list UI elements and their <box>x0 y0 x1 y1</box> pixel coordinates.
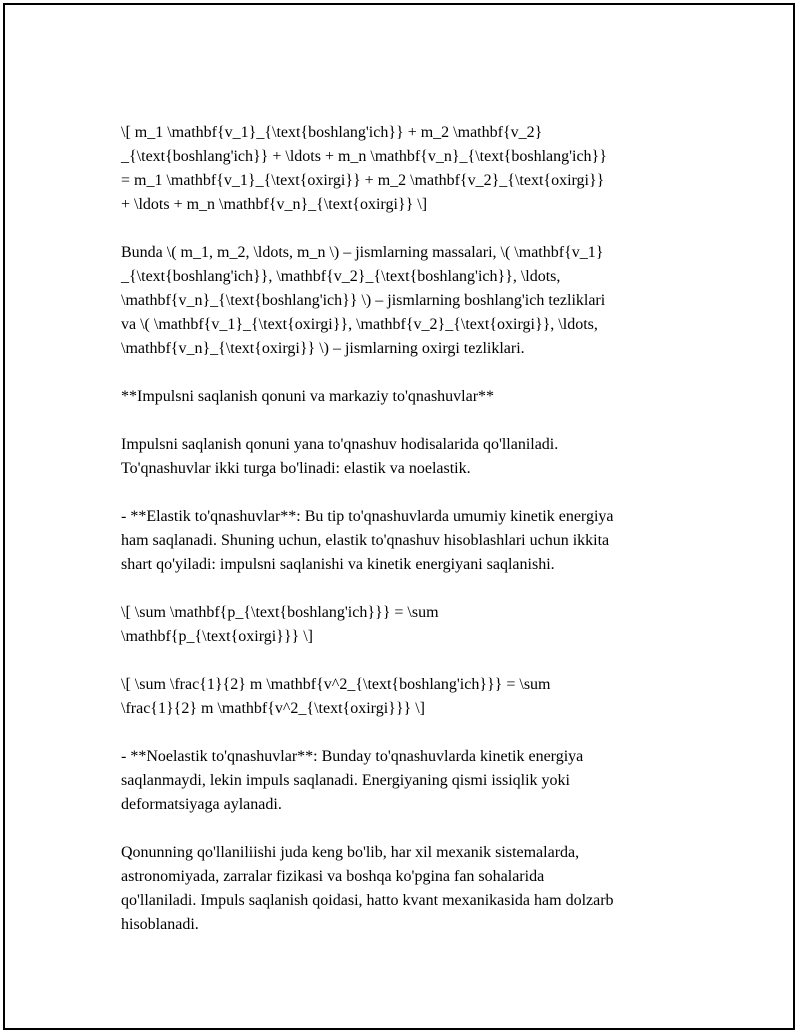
variables-explanation: Bunda \( m_1, m_2, \ldots, m_n \) – jismlarning massalari, \( \mathbf{v_1} _{\text{boshlang'ich}}, \mathbf{v_2}_{\text{boshlang'ich}}, \ldots, \mathbf{v_n}_{\text{boshlang'ich}} \) – jismlarning boshlang'ich tezliklari va \( \mathbf{v_1}_{\text{oxirgi}}, \mathbf{v_2}_{\text{oxirgi}}, \ldots, \mathbf{v_n}_{\text{oxirgi}} \) – jismlarning oxirgi tezliklari. <box>121 244 606 357</box>
kinetic-energy-equation: \[ \sum \frac{1}{2} m \mathbf{v^2_{\text{boshlang'ich}}} = \sum \frac{1}{2} m \mathbf{v^2_{\text{oxirgi}}} \] <box>121 676 551 717</box>
page-frame <box>3 3 795 1030</box>
section-heading: **Impulsni saqlanish qonuni va markaziy to'qnashuvlar** <box>121 388 495 405</box>
momentum-sum-equation: \[ \sum \mathbf{p_{\text{boshlang'ich}}} = \sum \mathbf{p_{\text{oxirgi}}} \] <box>121 604 439 645</box>
elastic-collisions-item: - **Elastik to'qnashuvlar**: Bu tip to'qnashuvlarda umumiy kinetik energiya ham saqlanadi. Shuning uchun, elastik to'qnashuv hisoblashlari uchun ikkita shart qo'yiladi: impulsni saqlanishi va kinetik energiyani saqlanishi. <box>121 508 614 573</box>
page-content <box>121 121 701 937</box>
collisions-intro: Impulsni saqlanish qonuni yana to'qnashuv hodisalarida qo'llaniladi. To'qnashuvlar ikki turga bo'linadi: elastik va noelastik. <box>121 436 559 477</box>
inelastic-collisions-item: - **Noelastik to'qnashuvlar**: Bunday to'qnashuvlarda kinetik energiya saqlanmaydi, lekin impuls saqlanadi. Energiyaning qismi issiqlik yoki deformatsiyaga aylanadi. <box>121 748 584 813</box>
applications-paragraph: Qonunning qo'llaniliishi juda keng bo'lib, har xil mexanik sistemalarda, astronomiyada, zarralar fizikasi va boshqa ko'pgina fan sohalarida qo'llaniladi. Impuls saqlanish qoidasi, hatto kvant mexanikasida ham dolzarb hisoblanadi. <box>121 844 614 933</box>
momentum-equation: \[ m_1 \mathbf{v_1}_{\text{boshlang'ich}} + m_2 \mathbf{v_2} _{\text{boshlang'ich}} + \ldots + m_n \mathbf{v_n}_{\text{boshlang'ich}} = m_1 \mathbf{v_1}_{\text{oxirgi}} + m_2 \mathbf{v_2}_{\text{oxirgi}} + \ldots + m_n \mathbf{v_n}_{\text{oxirgi}} \] <box>121 124 607 213</box>
